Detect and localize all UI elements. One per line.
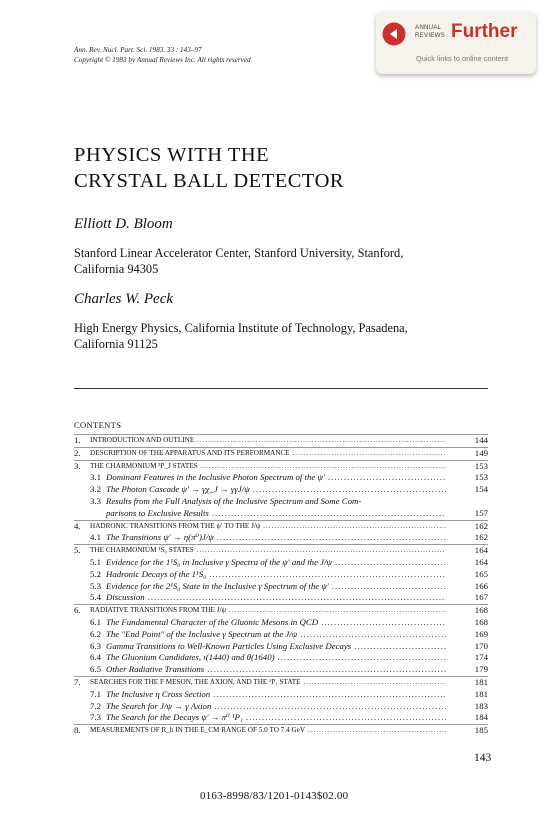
toc-entry-page: 165 xyxy=(474,568,488,579)
article-title xyxy=(74,142,344,194)
toc-entry-title: Evidence for the 1¹S₀ in Inclusive γ Spectra of the ψ′ and the J/ψ ..... xyxy=(106,557,446,569)
toc-entry-title: THE CHARMONIUM ³P_J STATES ..... xyxy=(90,461,446,473)
toc-entry-title: The Gluonium Candidates, ι(1440) and θ(1640) ..... xyxy=(106,652,446,664)
author-affiliation xyxy=(74,321,474,352)
author-name: Elliott D. Bloom xyxy=(74,216,173,232)
toc-entry-number: 2. xyxy=(74,447,81,458)
toc-entry-page: 162 xyxy=(474,520,488,531)
toc-entry-title: HADRONIC TRANSITIONS FROM THE ψ′ TO THE J/ψ ..... xyxy=(90,521,446,533)
toc-entry-page: 181 xyxy=(474,688,488,699)
toc-entry-number: 3.1 xyxy=(90,472,101,483)
citation-line-1: Ann. Rev. Nucl. Part. Sci. 1983. 33 : 143–97 xyxy=(74,46,202,54)
toc-entry-title: MEASUREMENTS OF R_h IN THE E_CM RANGE OF 5.0 TO 7.4 GeV ..... xyxy=(90,725,446,737)
toc-subsection-row xyxy=(74,664,488,676)
annual-reviews-further-banner[interactable] xyxy=(376,12,536,74)
toc-subsection-row xyxy=(74,617,488,629)
footer-code: 0163-8998/83/1201-0143$02.00 xyxy=(200,790,349,802)
toc-entry-page: 184 xyxy=(474,712,488,723)
toc-section-row xyxy=(74,434,488,447)
toc-section-row xyxy=(74,460,488,473)
toc-section-row xyxy=(74,544,488,557)
toc-subsection-row xyxy=(74,712,488,724)
toc-entry-number: 7.3 xyxy=(90,712,101,723)
toc-section-row xyxy=(74,604,488,617)
toc-entry-page: 170 xyxy=(474,640,488,651)
wordmark-annual: ANNUAL xyxy=(415,24,442,31)
toc-entry-page: 169 xyxy=(474,628,488,639)
page-number: 143 xyxy=(474,752,492,764)
toc-entry-title: parisons to Exclusive Results ..... xyxy=(106,508,446,520)
toc-entry-page: 168 xyxy=(474,605,488,616)
toc-entry-title: The "End Point" of the Inclusive γ Spectrum at the J/ψ ..... xyxy=(106,629,446,641)
toc-entry-page: 183 xyxy=(474,700,488,711)
toc-section-row xyxy=(74,724,488,737)
toc-entry-number: 6.2 xyxy=(90,628,101,639)
toc-entry-page: 157 xyxy=(474,507,488,518)
toc-entry-number: 5.4 xyxy=(90,592,101,603)
section-divider xyxy=(74,388,488,389)
toc-entry-title: Results from the Full Analysis of the Inclusive Spectrum and Some Com- xyxy=(106,495,362,506)
wordmark-reviews: REVIEWS xyxy=(415,31,445,39)
toc-subsection-row xyxy=(74,496,488,508)
toc-entry-number: 1. xyxy=(74,435,81,445)
toc-entry-number: 5.3 xyxy=(90,580,101,591)
toc-entry-page: 168 xyxy=(474,616,488,627)
affiliation-line: California 94305 xyxy=(74,261,159,276)
affiliation-line: California 91125 xyxy=(74,336,158,351)
toc-entry-number: 5.1 xyxy=(90,556,101,567)
table-of-contents xyxy=(74,434,488,737)
toc-subsection-row xyxy=(74,569,488,581)
toc-entry-title: The Transitions ψ′ → η(π⁰)J/ψ ..... xyxy=(106,532,446,544)
toc-entry-number: 5. xyxy=(74,545,81,556)
contents-heading: CONTENTS xyxy=(74,420,122,430)
toc-entry-title: Dominant Features in the Inclusive Photon Spectrum of the ψ′ ..... xyxy=(106,472,446,484)
toc-entry-title: SEARCHES FOR THE F MESON, THE AXION, AND THE ¹P₁ STATE ..... xyxy=(90,677,446,689)
toc-entry-title: The Fundamental Character of the Gluonic Mesons in QCD ..... xyxy=(106,617,446,629)
toc-entry-number: 6.1 xyxy=(90,616,101,627)
toc-entry-number: 4.1 xyxy=(90,532,101,543)
toc-entry-page: 181 xyxy=(474,676,488,687)
toc-subsection-row xyxy=(74,641,488,653)
affiliation-line: Stanford Linear Accelerator Center, Stanford University, Stanford, xyxy=(74,246,404,260)
citation-line-2: Copyright © 1983 by Annual Reviews Inc. All rights reserved xyxy=(74,56,251,64)
toc-entry-number: 7. xyxy=(74,676,81,687)
toc-entry-page: 149 xyxy=(474,447,488,458)
toc-subsection-row xyxy=(74,472,488,484)
toc-entry-page: 162 xyxy=(474,532,488,543)
toc-entry-number: 7.2 xyxy=(90,700,101,711)
toc-subsection-row xyxy=(74,508,488,520)
toc-entry-number: 3.2 xyxy=(90,484,101,495)
toc-entry-number: 3. xyxy=(74,460,81,471)
toc-entry-number: 6.3 xyxy=(90,640,101,651)
toc-section-row xyxy=(74,447,488,460)
journal-citation xyxy=(74,45,251,65)
toc-entry-page: 166 xyxy=(474,580,488,591)
toc-entry-page: 164 xyxy=(474,556,488,567)
toc-subsection-row xyxy=(74,532,488,544)
toc-entry-page: 154 xyxy=(474,484,488,495)
toc-entry-title: THE CHARMONIUM ¹S₀ STATES ..... xyxy=(90,545,446,557)
toc-entry-number: 6. xyxy=(74,605,81,616)
further-label: Further xyxy=(451,21,518,42)
toc-subsection-row xyxy=(74,652,488,664)
toc-entry-number: 6.5 xyxy=(90,664,101,675)
toc-entry-number: 8. xyxy=(74,725,81,736)
toc-entry-title: The Search for J/ψ → γ Axion ..... xyxy=(106,701,446,713)
affiliation-line: High Energy Physics, California Institute of Technology, Pasadena, xyxy=(74,321,408,335)
toc-entry-page: 185 xyxy=(474,725,488,736)
toc-subsection-row xyxy=(74,629,488,641)
toc-entry-title: Discussion ..... xyxy=(106,592,446,604)
annual-reviews-logo-icon xyxy=(382,22,406,46)
author-affiliation xyxy=(74,246,474,277)
title-line-2: CRYSTAL BALL DETECTOR xyxy=(74,170,345,192)
toc-subsection-row xyxy=(74,557,488,569)
toc-entry-page: 164 xyxy=(474,545,488,556)
toc-entry-title: The Inclusive η Cross Section ..... xyxy=(106,689,446,701)
toc-entry-number: 5.2 xyxy=(90,568,101,579)
toc-subsection-row xyxy=(74,484,488,496)
toc-entry-title: Other Radiative Transitions ..... xyxy=(106,664,446,676)
toc-entry-page: 174 xyxy=(474,652,488,663)
toc-entry-title: Gamma Transitions to Well-Known Particles Using Exclusive Decays ..... xyxy=(106,641,446,653)
quick-links-label: Quick links to online content xyxy=(416,54,509,63)
toc-entry-title: DESCRIPTION OF THE APPARATUS AND ITS PERFORMANCE ..... xyxy=(90,448,446,460)
toc-entry-page: 153 xyxy=(474,472,488,483)
author-name: Charles W. Peck xyxy=(74,291,174,307)
toc-subsection-row xyxy=(74,581,488,593)
toc-entry-page: 144 xyxy=(474,435,488,445)
toc-subsection-row xyxy=(74,701,488,713)
toc-entry-page: 167 xyxy=(474,592,488,603)
toc-entry-number: 3.3 xyxy=(90,495,101,506)
toc-entry-page: 153 xyxy=(474,460,488,471)
toc-entry-title: INTRODUCTION AND OUTLINE ..... xyxy=(90,435,446,447)
annual-reviews-wordmark xyxy=(415,24,445,39)
toc-entry-page: 179 xyxy=(474,664,488,675)
toc-subsection-row xyxy=(74,689,488,701)
toc-entry-title: Hadronic Decays of the 1¹S₀ ..... xyxy=(106,569,446,581)
toc-entry-number: 7.1 xyxy=(90,688,101,699)
title-line-1: PHYSICS WITH THE xyxy=(74,144,270,166)
toc-section-row xyxy=(74,520,488,533)
toc-section-row xyxy=(74,676,488,689)
toc-entry-number: 6.4 xyxy=(90,652,101,663)
toc-entry-title: Evidence for the 2¹S₀ State in the Inclusive γ Spectrum of the ψ′ ..... xyxy=(106,581,446,593)
toc-subsection-row xyxy=(74,592,488,604)
toc-entry-title: The Search for the Decays ψ′ → π⁰ ¹P₁ ..... xyxy=(106,712,446,724)
toc-entry-title: RADIATIVE TRANSITIONS FROM THE J/ψ ..... xyxy=(90,605,446,617)
toc-entry-title: The Photon Cascade ψ′ → γχ_J → γγJ/ψ ..... xyxy=(106,484,446,496)
toc-entry-number: 4. xyxy=(74,520,81,531)
